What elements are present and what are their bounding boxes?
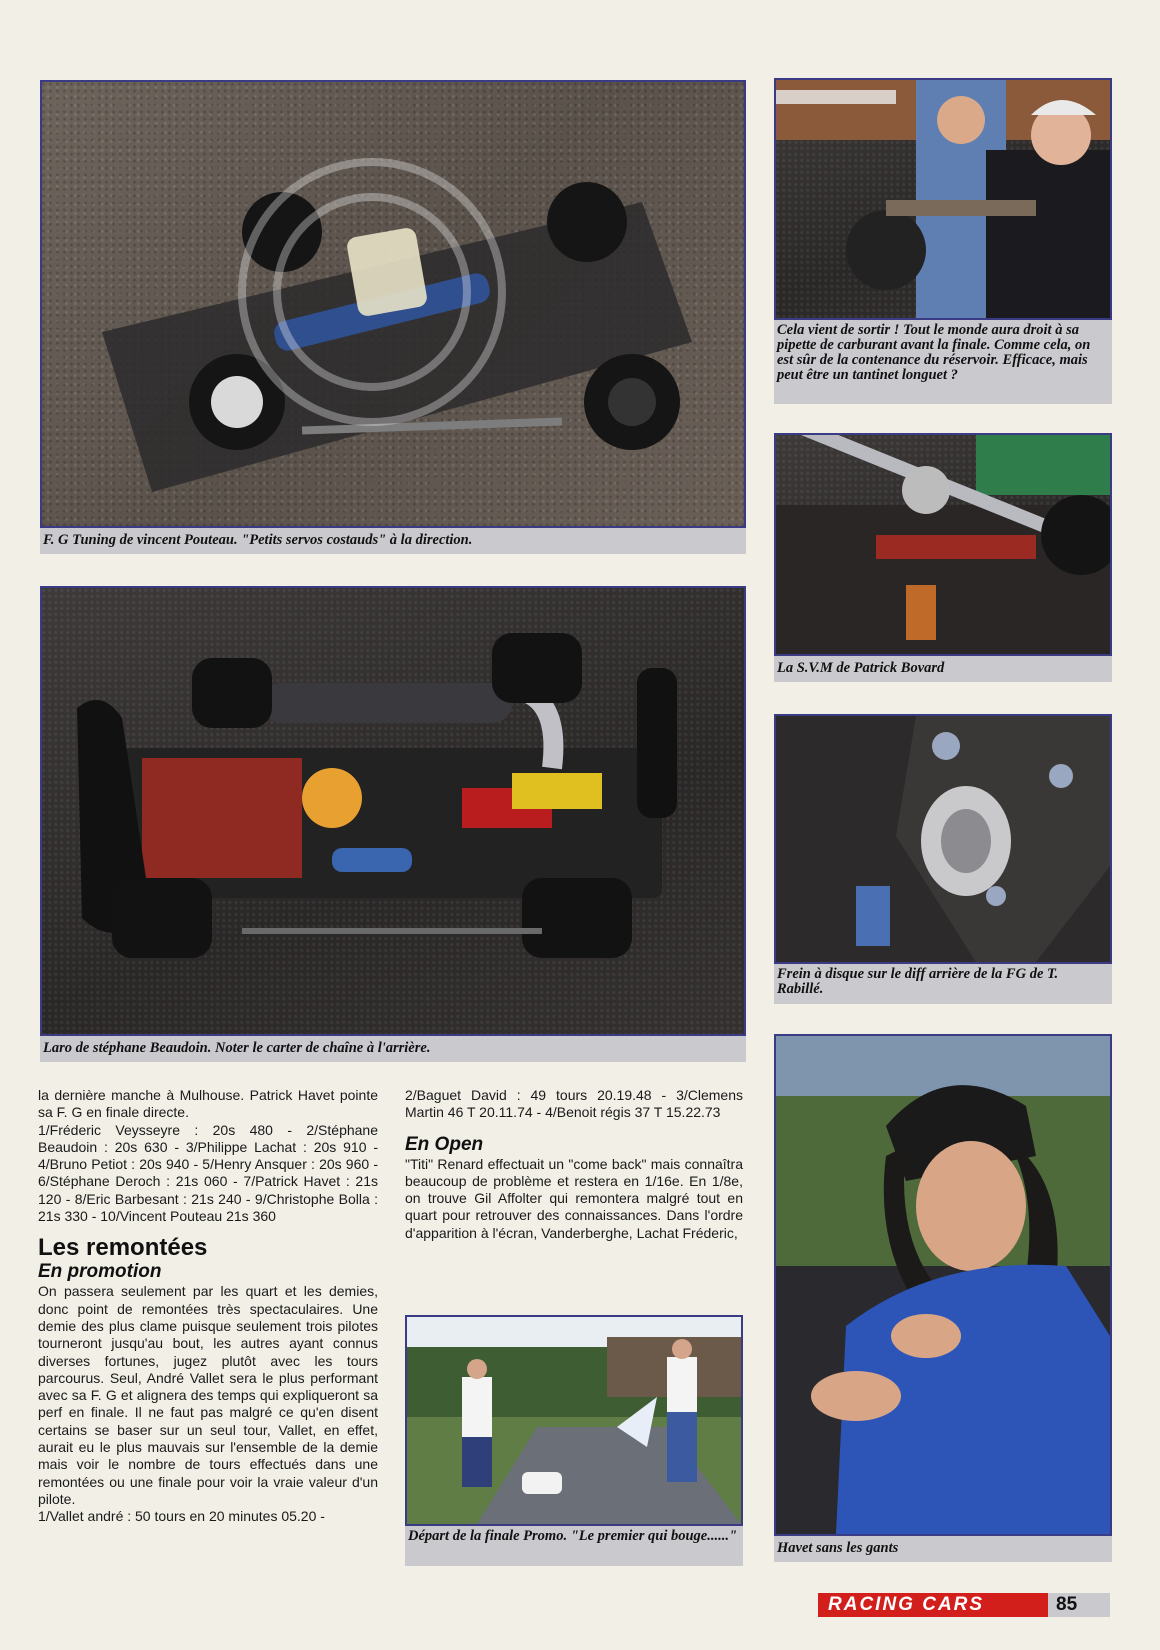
disc-brake-detail-illustration [776, 716, 1110, 962]
heading-promotion: En promotion [38, 1261, 162, 1283]
driver-portrait-illustration [776, 1036, 1110, 1534]
col2-results: 2/Baguet David : 49 tours 20.19.48 - 3/Clemens Martin 46 T 20.11.74 - 4/Benoit régis 37 T 15.22.73 [405, 1087, 743, 1121]
photo-laro [40, 586, 746, 1036]
caption-laro: Laro de stéphane Beaudoin. Noter le carter de chaîne à l'arrière. [40, 1036, 746, 1062]
caption-disc-brake: Frein à disque sur le diff arrière de la FG de T. Rabillé. [774, 964, 1112, 1004]
photo-fuel-pipette [774, 78, 1112, 320]
caption-start-final: Départ de la finale Promo. "Le premier qui bouge......" [405, 1526, 743, 1566]
col1-promotion: On passera seulement par les quart et les demies, donc point de remontées très spectaculaires. Une demie des plus clame puisque seulement trois pilotes tourneront jusqu'au bout, les autres ayant connus diverses fortunes, jugez plutôt avec les tours parcourus. Seul, André Vallet sera le plus performant avec sa F. G et alignera des temps qui expliqueront sa perf en finale. Il ne faut pas malgré ce qu'en disent certains se baser sur un seul tour, Vallet, en effet, aurait eu le plus mauvais sur l'ensemble de la demie mais voir le nombre de tours effectués dans une remontées ou une finale pour voir la vraie valeur d'un pilote. [38, 1283, 378, 1507]
col1-results: 1/Fréderic Veysseyre : 20s 480 - 2/Stéphane Beaudoin : 20s 630 - 3/Philippe Lachat : 20s 910 - 4/Bruno Petiot : 20s 940 - 5/Henry Ansquer : 20s 960 - 6/Stéphane Deroch : 21s 060 - 7/Patrick Havet : 21s 120 - 8/Eric Barbesant : 21s 240 - 9/Christophe Bolla : 21s 330 - 10/Vincent Pouteau 21s 360 [38, 1121, 378, 1225]
col2-open: "Titi" Renard effectuait un "come back" mais connaîtra beaucoup de problème et restera en 1/16e. En 1/8e, on trouve Gil Affolter qui remontera malgré tout en quart pour retrouver des connaissances. Dans l'ordre d'apparition à l'écran, Vanderberghe, Lachat Fréderic, [405, 1155, 743, 1241]
photo-svm [774, 433, 1112, 656]
svm-chassis-detail-illustration [776, 435, 1110, 654]
magazine-name: RACING CARS [818, 1593, 1048, 1617]
laro-chassis-illustration [42, 588, 744, 1034]
page-number: 85 [1048, 1593, 1110, 1617]
caption-fg-tuning: F. G Tuning de vincent Pouteau. "Petits servos costauds" à la direction. [40, 528, 746, 554]
article-column-2 [405, 1087, 743, 1307]
caption-fuel-pipette: Cela vient de sortir ! Tout le monde aura droit à sa pipette de carburant avant la finale. Comme cela, on est sûr de la contenance du réservoir. Efficace, mais peut être un tantinet longuet ? [774, 320, 1112, 404]
caption-svm: La S.V.M de Patrick Bovard [774, 656, 1112, 682]
mechanics-at-work-illustration [776, 80, 1110, 318]
col1-last-result: 1/Vallet andré : 50 tours en 20 minutes 05.20 - [38, 1508, 325, 1525]
article-column-1 [38, 1087, 378, 1567]
col1-intro: la dernière manche à Mulhouse. Patrick Havet pointe sa F. G en finale directe. [38, 1087, 378, 1121]
photo-disc-brake [774, 714, 1112, 964]
heading-open: En Open [405, 1133, 484, 1155]
heading-remontees: Les remontées [38, 1234, 208, 1262]
photo-start-final [405, 1315, 743, 1526]
rc-car-chassis-illustration [42, 82, 744, 526]
race-start-illustration [407, 1317, 741, 1524]
photo-fg-tuning [40, 80, 746, 528]
caption-havet: Havet sans les gants [774, 1536, 1112, 1562]
photo-havet [774, 1034, 1112, 1536]
